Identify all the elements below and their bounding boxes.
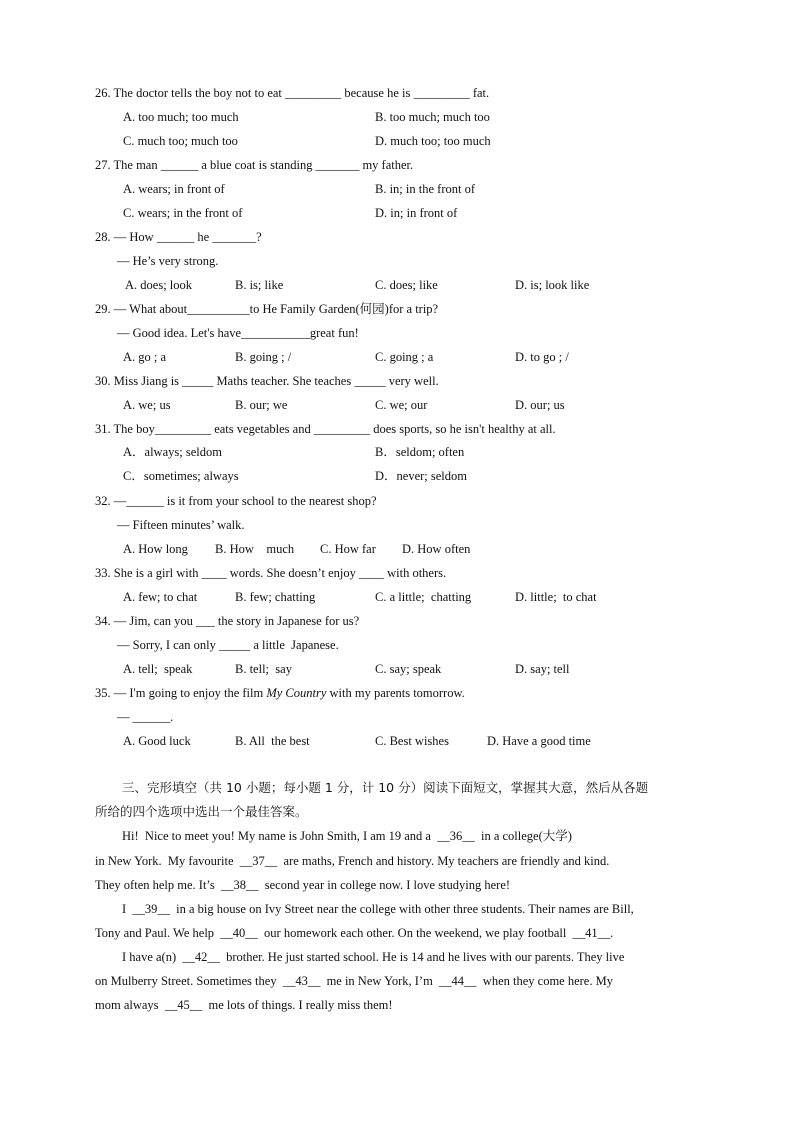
passage-p3-line2: on Mulberry Street. Sometimes they __43__ me in New York, I’m __44__ when they come here. My (95, 974, 613, 988)
question-30-option-c: C. we; our (375, 398, 428, 412)
passage-p1-line2: in New York. My favourite __37__ are maths, French and history. My teachers are friendly and kind. (95, 854, 610, 868)
passage-p3-line3: mom always __45__ me lots of things. I really miss them! (95, 998, 393, 1012)
question-27-option-d: D. in; in front of (375, 206, 458, 220)
question-35-option-c: C. Best wishes (375, 734, 449, 748)
question-27-stem: 27. The man ______ a blue coat is standing _______ my father. (95, 158, 414, 172)
question-32-reply: — Fifteen minutes’ walk. (117, 518, 245, 532)
question-31-option-c: C．sometimes; always (123, 469, 239, 483)
question-27-option-a: A. wears; in front of (123, 182, 225, 196)
question-31-option-d: D．never; seldom (375, 469, 467, 483)
question-26-option-c: C. much too; much too (123, 134, 238, 148)
question-35-reply: — ______. (117, 710, 174, 724)
question-34-stem: 34. — Jim, can you ___ the story in Japanese for us? (95, 614, 360, 628)
question-26-option-a: A. too much; too much (123, 110, 239, 124)
question-32-option-b: B. How much (215, 542, 295, 556)
question-31-option-a: A．always; seldom (123, 445, 222, 459)
question-33-option-b: B. few; chatting (235, 590, 316, 604)
question-27-option-c: C. wears; in the front of (123, 206, 243, 220)
question-34-option-c: C. say; speak (375, 662, 442, 676)
question-26-stem: 26. The doctor tells the boy not to eat _________ because he is _________ fat. (95, 86, 490, 100)
question-33-option-c: C. a little; chatting (375, 590, 472, 604)
passage-p1-line3: They often help me. It’s __38__ second year in college now. I love studying here! (95, 878, 511, 892)
question-31-option-b: B．seldom; often (375, 445, 465, 459)
question-35-stem-post: with my parents tomorrow. (326, 686, 465, 700)
section-heading-line2: 所给的四个选项中选出一个最佳答案。 (95, 804, 308, 819)
question-34-reply: — Sorry, I can only _____ a little Japanese. (117, 638, 339, 652)
question-35-option-b: B. All the best (235, 734, 310, 748)
question-35-stem-pre: 35. — I'm going to enjoy the film (95, 686, 267, 700)
question-26-option-d: D. much too; too much (375, 134, 491, 148)
question-30-stem: 30. Miss Jiang is _____ Maths teacher. She teaches _____ very well. (95, 374, 439, 388)
question-30-option-d: D. our; us (515, 398, 565, 412)
question-29-option-a: A. go ; a (123, 350, 167, 364)
question-27-option-b: B. in; in the front of (375, 182, 475, 196)
question-35-option-d: D. Have a good time (487, 734, 591, 748)
question-35-film-title: My Country (266, 686, 327, 700)
question-31-stem: 31. The boy_________ eats vegetables and _________ does sports, so he isn't healthy at all. (95, 422, 556, 436)
question-28-option-c: C. does; like (375, 278, 438, 292)
question-30-option-b: B. our; we (235, 398, 288, 412)
passage-p1-line1: Hi! Nice to meet you! My name is John Smith, I am 19 and a __36__ in a college(大学) (122, 829, 572, 843)
question-35-stem (95, 685, 465, 701)
passage-p2-line1: I __39__ in a big house on Ivy Street near the college with other three students. Their names are Bill, (122, 902, 634, 916)
question-28-stem: 28. — How ______ he _______? (95, 230, 262, 244)
question-29-option-c: C. going ; a (375, 350, 434, 364)
question-28-option-b: B. is; like (235, 278, 284, 292)
question-34-option-a: A. tell; speak (123, 662, 193, 676)
question-34-option-b: B. tell; say (235, 662, 292, 676)
question-30-option-a: A. we; us (123, 398, 171, 412)
question-32-stem: 32. —______ is it from your school to the nearest shop? (95, 494, 377, 508)
question-33-stem: 33. She is a girl with ____ words. She doesn’t enjoy ____ with others. (95, 566, 447, 580)
question-29-option-b: B. going ; / (235, 350, 292, 364)
question-28-reply: — He’s very strong. (117, 254, 219, 268)
section-heading-line1: 三、完形填空（共 10 小题；每小题 1 分，计 10 分）阅读下面短文，掌握其大意，然后从各题 (122, 780, 649, 795)
question-26-option-b: B. too much; much too (375, 110, 490, 124)
question-29-reply: — Good idea. Let's have___________great fun! (117, 326, 359, 340)
question-29-option-d: D. to go ; / (515, 350, 569, 364)
question-34-option-d: D. say; tell (515, 662, 570, 676)
question-33-option-a: A. few; to chat (123, 590, 198, 604)
passage-p2-line2: Tony and Paul. We help __40__ our homework each other. On the weekend, we play football __41__. (95, 926, 614, 940)
question-33-option-d: D. little; to chat (515, 590, 597, 604)
question-32-option-c: C. How far (320, 542, 376, 556)
question-32-option-d: D. How often (402, 542, 471, 556)
question-32-option-a: A. How long (123, 542, 188, 556)
question-35-option-a: A. Good luck (123, 734, 191, 748)
question-29-stem: 29. — What about__________to He Family Garden(何园)for a trip? (95, 302, 439, 316)
question-28-option-d: D. is; look like (515, 278, 590, 292)
question-28-option-a: A. does; look (125, 278, 193, 292)
passage-p3-line1: I have a(n) __42__ brother. He just started school. He is 14 and he lives with our parents. They live (122, 950, 625, 964)
